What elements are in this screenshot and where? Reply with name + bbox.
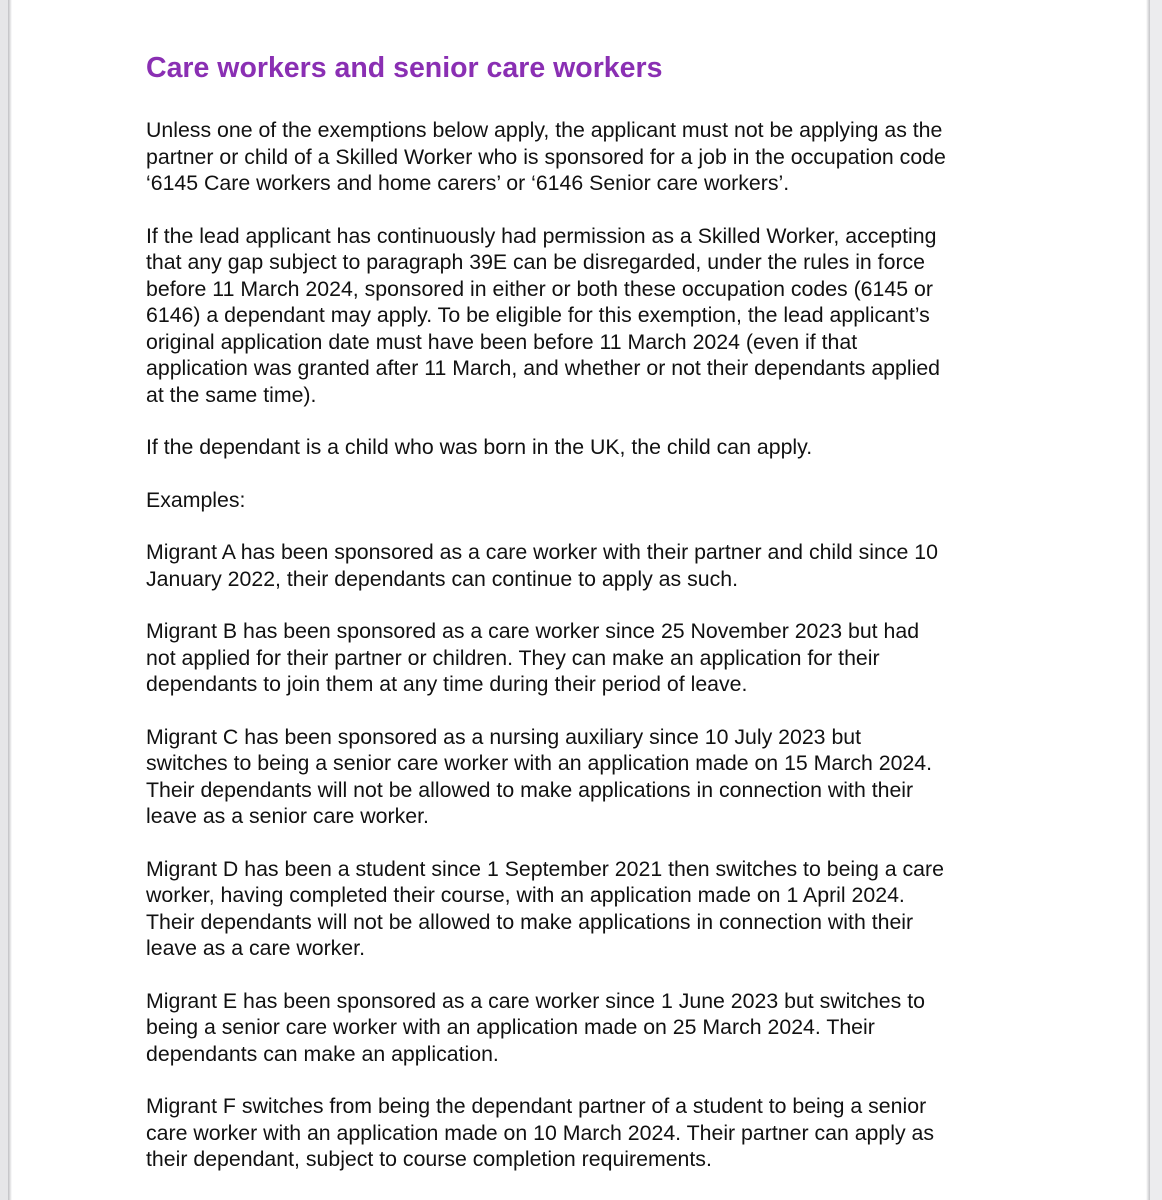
page-shadow-left: [8, 0, 12, 1200]
example-migrant-b: Migrant B has been sponsored as a care worker since 25 November 2023 but had not applied for their partner or children. They can make an application for their dependants to join them at any time during their period of leave.: [146, 619, 920, 696]
viewer-gutter-left: [0, 0, 8, 1200]
example-migrant-f: Migrant F switches from being the dependant partner of a student to being a senior care worker with an application made on 10 March 2024. Their partner can apply as their dependant, subject to course completion requirements.: [146, 1094, 935, 1171]
page-shadow-right: [1146, 0, 1150, 1200]
viewer-gutter-right: [1150, 0, 1162, 1200]
example-migrant-a: Migrant A has been sponsored as a care worker with their partner and child since 10 January 2022, their dependants can continue to apply as such.: [146, 540, 938, 591]
example-migrant-d: Migrant D has been a student since 1 September 2021 then switches to being a care worker, having completed their course, with an application made on 1 April 2024. Their dependants will not be allowed to make applications in connection with their leave as a care worker.: [146, 856, 944, 960]
paragraph-exemption-rule: Unless one of the exemptions below apply, the applicant must not be applying as the partner or child of a Skilled Worker who is sponsored for a job in the occupation code ‘6145 Care workers and home carers’ or ‘6146 Senior care workers’.: [146, 118, 946, 195]
example-migrant-c: Migrant C has been sponsored as a nursing auxiliary since 10 July 2023 but switches to being a senior care worker with an application made on 15 March 2024. Their dependants will not be allowed to make applications in connection with their leave as a senior care worker.: [146, 724, 933, 828]
paragraph-uk-born-child: If the dependant is a child who was born in the UK, the child can apply.: [146, 435, 813, 459]
document-page: [146, 50, 1026, 1199]
examples-label: Examples:: [146, 487, 246, 512]
section-heading: Care workers and senior care workers: [146, 52, 663, 84]
example-migrant-e: Migrant E has been sponsored as a care worker since 1 June 2023 but switches to being a senior care worker with an application made on 25 March 2024. Their dependants can make an application.: [146, 988, 925, 1066]
paragraph-lead-applicant-exemption: If the lead applicant has continuously had permission as a Skilled Worker, accepting that any gap subject to paragraph 39E can be disregarded, under the rules in force before 11 March 2024, sponsored in either or both these occupation codes (6145 or 6146) a dependant may apply. To be eligible for this exemption, the lead applicant’s original application date must have been before 11 March 2024 (even if that application was granted after 11 March, and whether or not their dependants applied at the same time).: [146, 223, 941, 407]
